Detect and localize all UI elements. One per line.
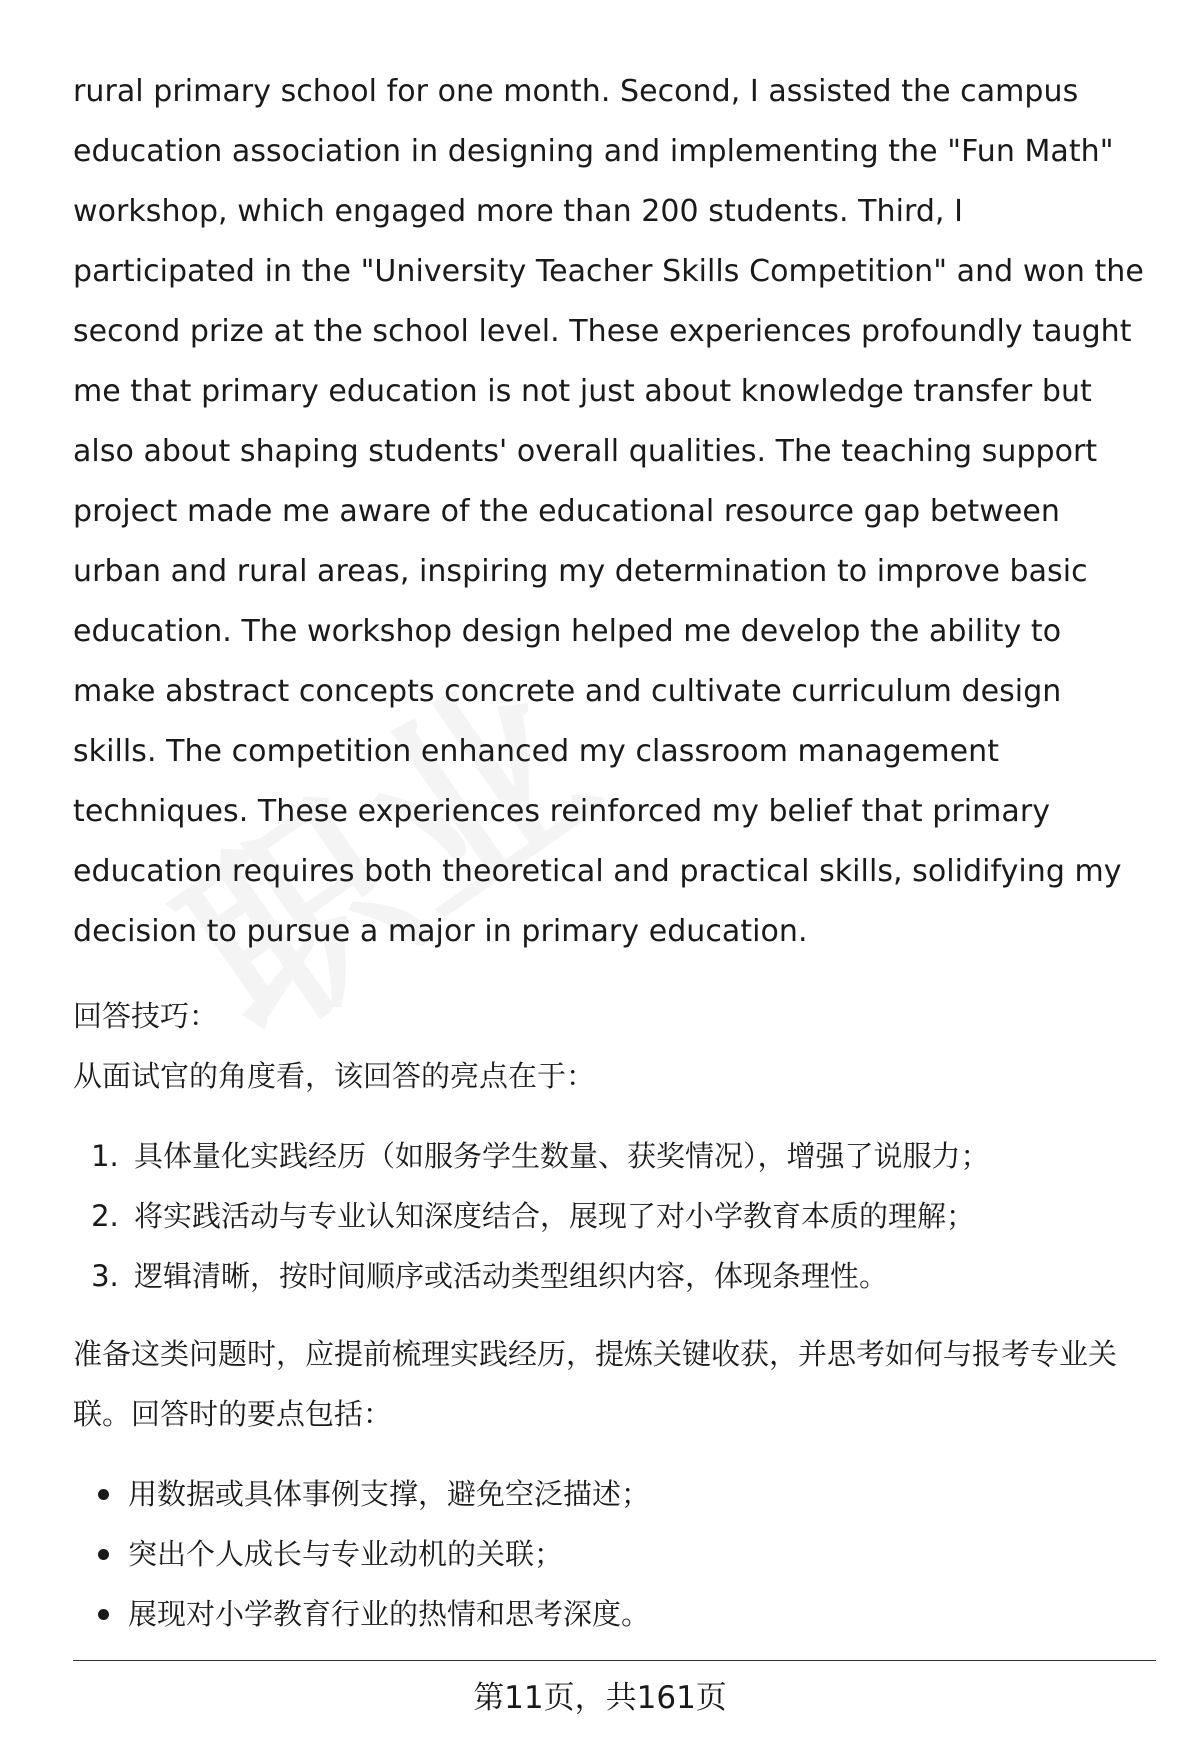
bullet-icon — [98, 1549, 109, 1560]
list-item-text: 突出个人成长与专业动机的关联； — [128, 1537, 564, 1571]
page-content — [73, 62, 1153, 1644]
key-points-bullet-list — [73, 1464, 1153, 1644]
footer-divider — [73, 1660, 1156, 1661]
tips-heading: 回答技巧： — [73, 999, 219, 1033]
list-item-text: 用数据或具体事例支撑，避免空泛描述； — [128, 1477, 651, 1511]
list-item: 2. 将实践活动与专业认知深度结合，展现了对小学教育本质的理解； — [128, 1186, 1153, 1246]
list-item — [128, 1584, 1153, 1644]
list-item: 1. 具体量化实践经历（如服务学生数量、获奖情况），增强了说服力； — [128, 1126, 1153, 1186]
page-number: 第11页，共161页 — [473, 1680, 727, 1716]
answer-paragraph-en: rural primary school for one month. Second, I assisted the campus education association in designing and implementing the "Fun Math" workshop, which engaged more than 200 students. Third, I participated in the "University Teacher Skills Competition" and won the second prize at the school level. These experiences profoundly taught me that primary education is not just about knowledge transfer but also about shaping students' overall qualities. The teaching support project made me aware of the educational resource gap between urban and rural areas, inspiring my determination to improve basic education. The workshop design helped me develop the ability to make abstract concepts concrete and cultivate curriculum design skills. The competition enhanced my classroom management techniques. These experiences reinforced my belief that primary education requires both theoretical and practical skills, solidifying my decision to pursue a major in primary education. — [73, 74, 1144, 949]
tips-intro: 从面试官的角度看，该回答的亮点在于： — [73, 1059, 596, 1093]
prep-paragraph: 准备这类问题时，应提前梳理实践经历，提炼关键收获，并思考如何与报考专业关联。回答时的要点包括： — [73, 1337, 1118, 1431]
list-item: 3. 逻辑清晰，按时间顺序或活动类型组织内容，体现条理性。 — [128, 1246, 1153, 1306]
list-item-text: 展现对小学教育行业的热情和思考深度。 — [128, 1597, 651, 1631]
list-item — [128, 1464, 1153, 1524]
bullet-icon — [98, 1489, 109, 1500]
bullet-icon — [98, 1609, 109, 1620]
highlight-points-list — [73, 1126, 1153, 1306]
list-item — [128, 1524, 1153, 1584]
